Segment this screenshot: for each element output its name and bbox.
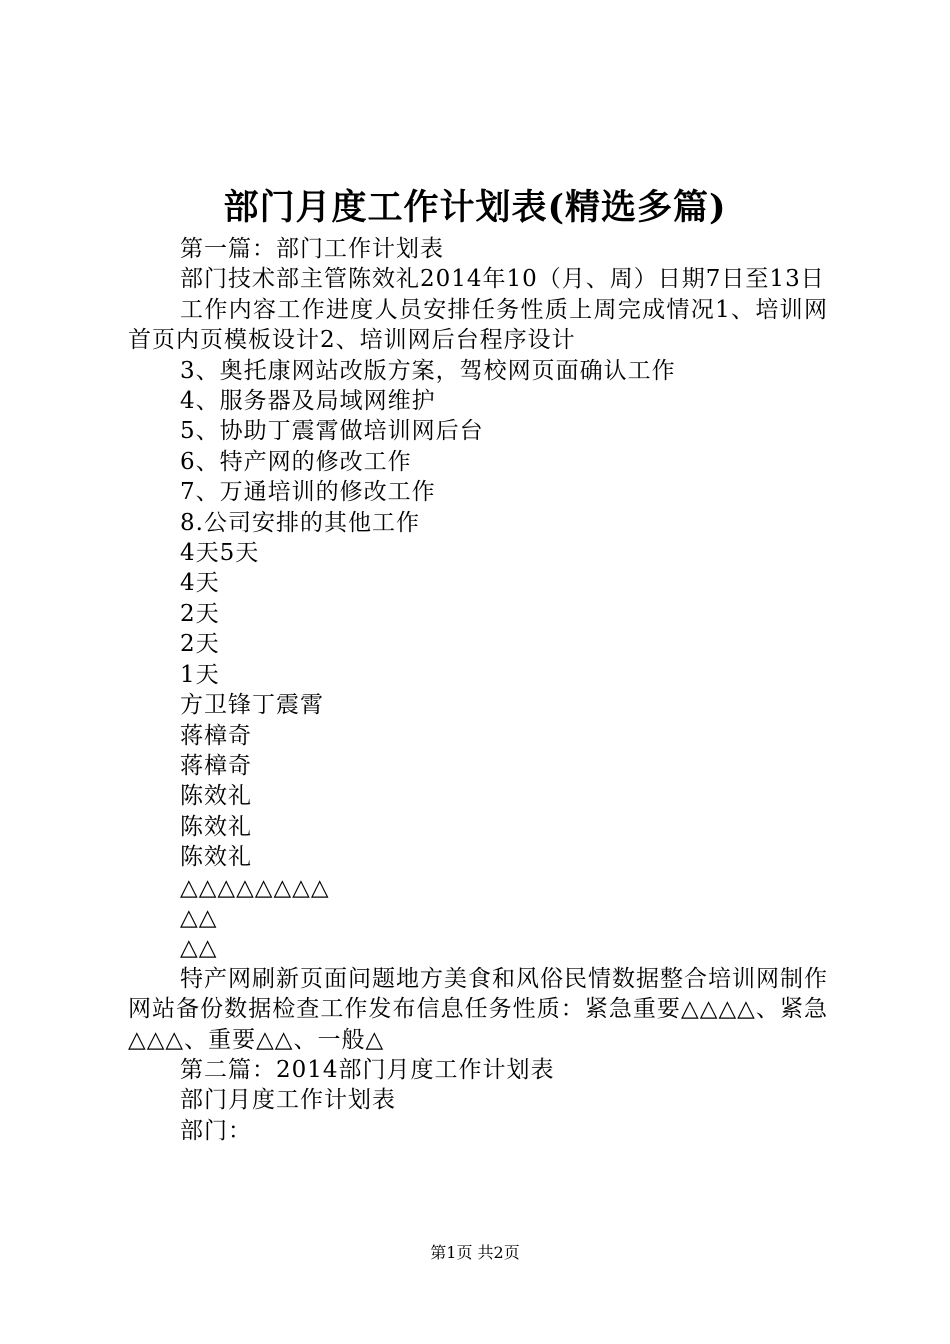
- paragraph: △△△△△△△△: [180, 874, 330, 901]
- document-title: 部门月度工作计划表(精选多篇): [223, 187, 727, 228]
- paragraph: 5、协助丁震霄做培训网后台: [180, 418, 484, 445]
- paragraph: 特产网刷新页面问题地方美食和风俗民情数据整合培训网制作网站备份数据检查工作发布信息任务性质：紧急重要△△△△、紧急△△△、重要△△、一般△: [128, 965, 828, 1053]
- paragraph: 部门月度工作计划表: [180, 1087, 396, 1114]
- paragraph: 工作内容工作进度人员安排任务性质上周完成情况1、培训网首页内页模板设计2、培训网后台程序设计: [128, 296, 828, 354]
- paragraph: △△: [180, 935, 218, 962]
- paragraph: 4天: [180, 570, 220, 597]
- paragraph: △△: [180, 904, 218, 931]
- paragraph: 第一篇：部门工作计划表: [180, 236, 444, 262]
- paragraph: 2天: [180, 631, 220, 658]
- paragraph: 陈效礼: [180, 813, 252, 840]
- page-footer: 第1页 共2页: [430, 1243, 520, 1262]
- paragraph: 部门技术部主管陈效礼2014年10（月、周）日期7日至13日: [180, 266, 825, 293]
- paragraph: 8.公司安排的其他工作: [180, 509, 420, 536]
- paragraph: 蒋樟奇: [180, 752, 252, 779]
- paragraph: 部门：: [180, 1117, 252, 1144]
- paragraph: 7、万通培训的修改工作: [180, 479, 436, 506]
- paragraph: 2天: [180, 600, 220, 627]
- paragraph: 4、服务器及局域网维护: [180, 388, 436, 415]
- paragraph: 1天: [180, 661, 220, 688]
- paragraph: 6、特产网的修改工作: [180, 448, 412, 475]
- paragraph: 方卫锋丁震霄: [180, 692, 324, 719]
- paragraph: 4天5天: [180, 540, 260, 567]
- paragraph: 3、奥托康网站改版方案，驾校网页面确认工作: [180, 357, 676, 384]
- paragraph: 第二篇：2014部门月度工作计划表: [180, 1056, 555, 1083]
- document-body: [128, 234, 828, 1146]
- paragraph: 陈效礼: [180, 844, 252, 871]
- paragraph: 蒋樟奇: [180, 722, 252, 749]
- paragraph: 陈效礼: [180, 783, 252, 810]
